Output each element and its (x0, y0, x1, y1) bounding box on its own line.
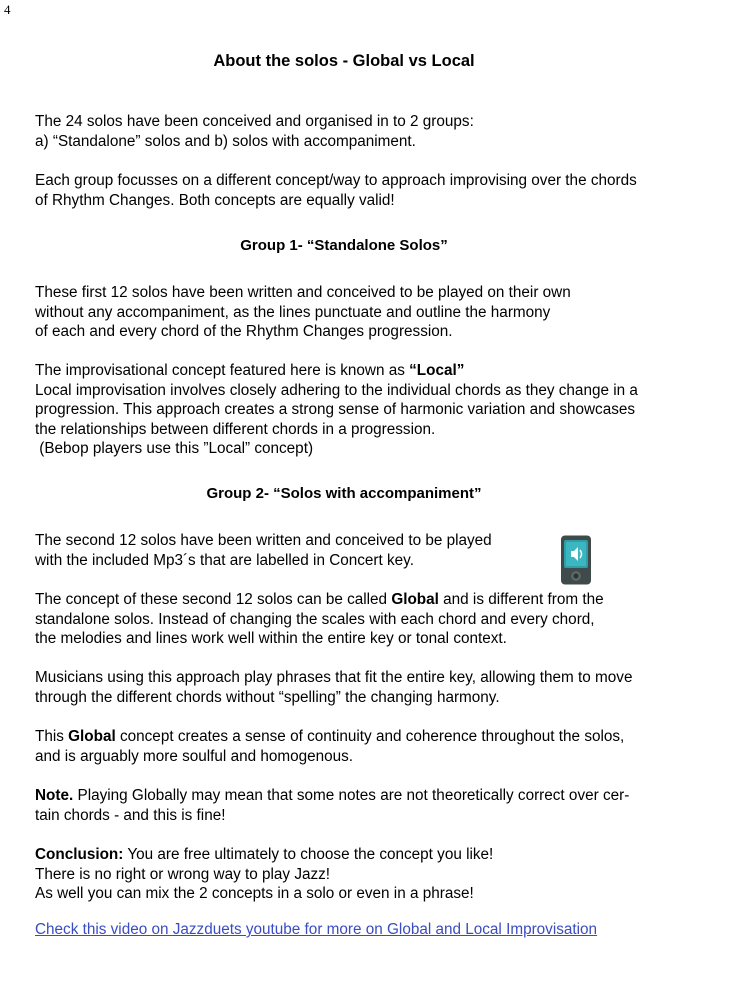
conclusion-line: As well you can mix the 2 concepts in a solo or even in a phrase! (35, 885, 474, 902)
global-intro-suffix: and is different from the (438, 591, 604, 608)
global-line: standalone solos. Instead of changing the scales with each chord and every chord, (35, 610, 595, 628)
local-term: “Local” (409, 362, 465, 379)
musicians-paragraph (35, 668, 715, 707)
note-label: Note. (35, 787, 74, 804)
note-first-line (35, 786, 715, 806)
continuity-line: and is arguably more soulful and homogenous. (35, 747, 354, 765)
local-line: Local improvisation involves closely adhering to the individual chords as they change in a (35, 381, 638, 399)
group2-heading: Group 2- “Solos with accompaniment” (206, 485, 482, 502)
page-title: About the solos - Global vs Local (213, 52, 475, 70)
local-concept-paragraph (35, 361, 715, 459)
group2-line: The second 12 solos have been written and conceived to be played (35, 532, 492, 549)
intro-paragraph (35, 112, 715, 151)
local-concept-intro-line (35, 361, 715, 381)
local-line: progression. This approach creates a strong sense of harmonic variation and showcases (35, 401, 636, 418)
group1-paragraph (35, 283, 715, 342)
group1-line: These first 12 solos have been written and conceived to be played on their own (35, 284, 571, 301)
note-text: Playing Globally may mean that some notes are not theoretically correct over cer- (73, 787, 630, 804)
youtube-video-link[interactable]: Check this video on Jazzduets youtube for more on Global and Local Improvisation (35, 921, 598, 938)
group1-heading: Group 1- “Standalone Solos” (240, 237, 448, 254)
global-term: Global (391, 591, 439, 608)
local-line: the relationships between different chords in a progression. (35, 420, 436, 438)
concepts-line: Each group focusses on a different concept/way to approach improvising over the chords (35, 172, 637, 189)
continuity-first-line (35, 727, 715, 747)
global-term: Global (68, 728, 116, 745)
intro-line: The 24 solos have been conceived and organised in to 2 groups: (35, 113, 474, 130)
group1-line: without any accompaniment, as the lines punctuate and outline the harmony (35, 303, 551, 321)
musicians-line: through the different chords without “spelling” the changing harmony. (35, 688, 500, 706)
local-line: (Bebop players use this ”Local” concept) (35, 440, 314, 457)
note-line: tain chords - and this is fine! (35, 806, 226, 824)
conclusion-text: You are free ultimately to choose the concept you like! (123, 846, 494, 863)
continuity-prefix: This (35, 728, 69, 745)
global-intro-text: The concept of these second 12 solos can be called (35, 591, 392, 608)
conclusion-paragraph (35, 845, 715, 904)
mp3-player-icon (560, 535, 592, 585)
musicians-line: Musicians using this approach play phrases that fit the entire key, allowing them to move (35, 669, 633, 686)
conclusion-line: There is no right or wrong way to play Jazz! (35, 865, 331, 883)
continuity-paragraph (35, 727, 715, 766)
note-paragraph (35, 786, 715, 825)
intro-line: a) “Standalone” solos and b) solos with accompaniment. (35, 132, 416, 150)
conclusion-label: Conclusion: (35, 846, 124, 863)
page-number: 4 (4, 2, 11, 17)
conclusion-first-line (35, 845, 715, 865)
local-intro-text: The improvisational concept featured here is known as (35, 362, 410, 379)
global-line: the melodies and lines work well within the entire key or tonal context. (35, 630, 507, 647)
group1-line: of each and every chord of the Rhythm Changes progression. (35, 323, 453, 340)
group2-line: with the included Mp3´s that are labelled in Concert key. (35, 551, 414, 569)
video-link-paragraph (35, 920, 715, 940)
concepts-paragraph (35, 171, 715, 210)
continuity-suffix: concept creates a sense of continuity and coherence throughout the solos, (115, 728, 625, 745)
group2-paragraph (35, 531, 715, 570)
concepts-line: of Rhythm Changes. Both concepts are equally valid! (35, 191, 395, 209)
global-concept-first-line (35, 590, 715, 610)
global-concept-paragraph (35, 590, 715, 649)
